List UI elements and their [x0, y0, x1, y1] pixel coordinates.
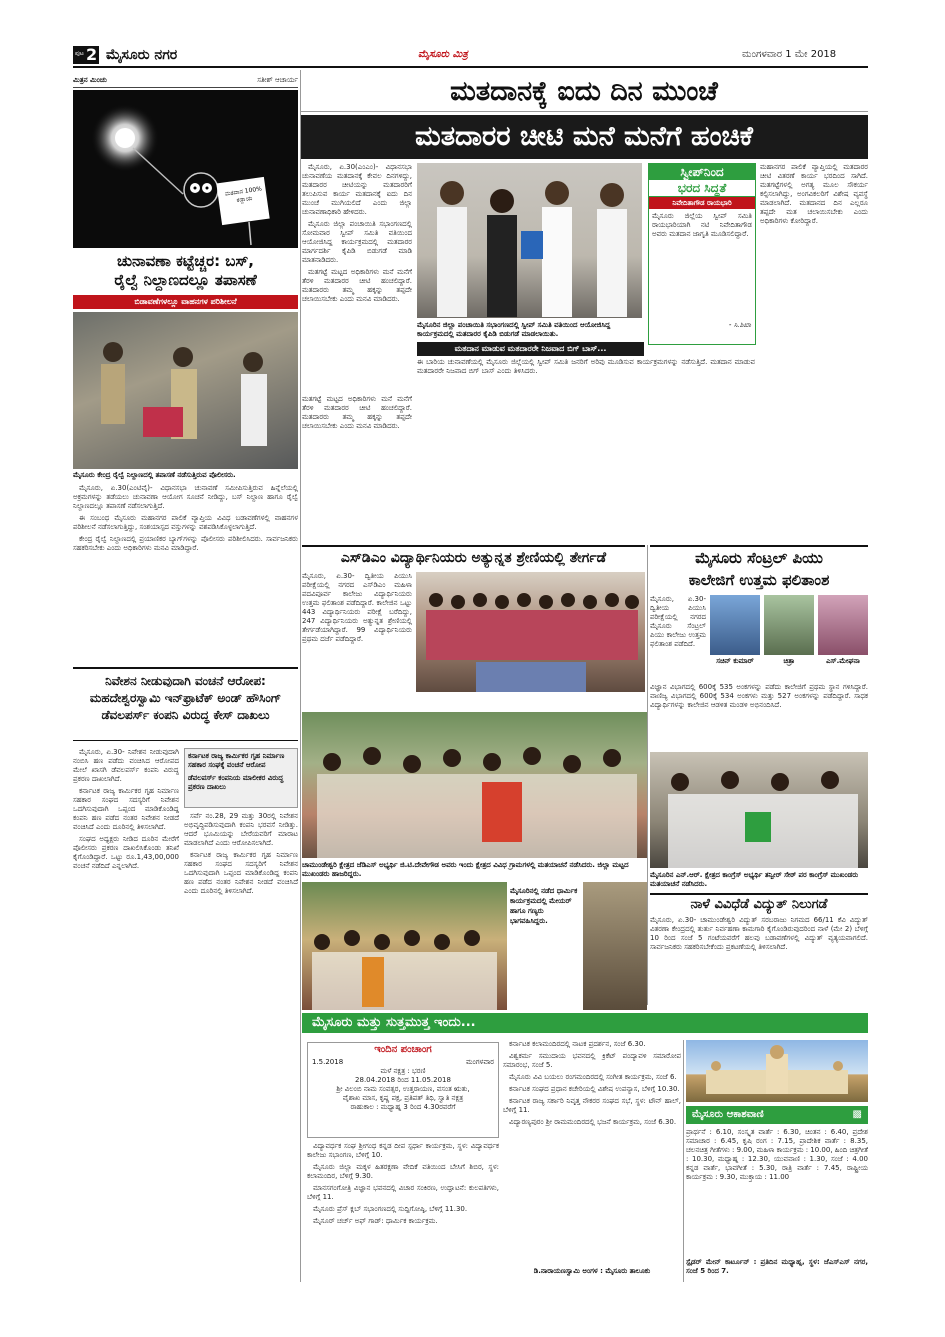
sdm-group-photo — [416, 572, 645, 692]
case-headline — [73, 667, 298, 741]
student-photo — [764, 595, 814, 655]
sweep-box-title-1: ಸ್ವೀಪ್‌ನಿಂದ — [649, 164, 755, 180]
radio-schedule: ಪ್ರಾರ್ಥನೆ : 6.10, ಸಂಸ್ಕೃತ ವಾರ್ತೆ : 6.30, ಚಿಂತನ : 6.40, ಪ್ರದೇಶ ಸಮಾಚಾರ : 6.45, ಕೃಷಿ ರಂಗ : 7.15, ಪ್ರಾದೇಶಿಕ ವಾರ್ತೆ : 8.35, ಚಲನಚಿತ್ರ ಗೀತೆಗಳು : 9.00, ಮಹಿಳಾ ಕಾರ್ಯಕ್ರಮ : 10.00, ಹಿಂದಿ ಚಿತ್ರಗೀತೆ : 10.30, ಮಧ್ಯಾಹ್ನ : 12.30, ಯುವವಾಣಿ : 1.30, ಸಂಜೆ : 4.00 ಕನ್ನಡ ವಾರ್ತೆ, ಭಾವಗೀತೆ : 5.30, ರಾತ್ರಿ ವಾರ್ತೆ : 7.45, ರಾಷ್ಟ್ರೀಯ ಕಾರ್ಯಕ್ರಮ : 9.30, ಮುಕ್ತಾಯ : 11.00 — [686, 1128, 868, 1181]
case-para: ಮೈಸೂರು, ಏ.30- ನಿವೇಶನ ನೀಡುವುದಾಗಿ ನಂಬಿಸಿ ಹಣ ಪಡೆದು ವಂಚಿಸಿದ ಆರೋಪದ ಮೇಲೆ ಖಾಸಗಿ ಡೆವಲಪರ್ಸ್ ಕಂಪನಿ ವಿರುದ್ಧ ಪ್ರಕರಣ ದಾಖಲಾಗಿದೆ. — [73, 748, 179, 783]
cartoon-placard-text: ಮತದಾನ 100% ಕಡ್ಡಾಯ — [224, 185, 263, 205]
rally-photo-figures — [302, 712, 647, 858]
checkpost-photo-caption: ಮೈಸೂರು ಕೇಂದ್ರ ರೈಲ್ವೆ ನಿಲ್ದಾಣದಲ್ಲಿ ತಪಾಸಣೆ ನಡೆಸುತ್ತಿರುವ ಪೊಲೀಸರು. — [73, 471, 236, 479]
panchanga-line: 28.04.2018 ರಿಂದ 11.05.2018 — [355, 1076, 451, 1084]
temple-photo — [302, 882, 507, 1010]
case-headline-line1: ನಿವೇಶನ ನೀಡುವುದಾಗಿ ವಂಚನೆ ಆರೋಪ: — [105, 674, 266, 688]
sdm-photo-figures — [416, 572, 645, 692]
checkpost-headline — [73, 252, 298, 290]
student-name: ಚಿತ್ರಾ — [783, 657, 795, 665]
checkpost-para: ಈ ಸಂಬಂಧ ಮೈಸೂರು ಮಹಾನಗರ ಪಾಲಿಕೆ ವ್ಯಾಪ್ತಿಯ ವಿವಿಧ ಬಡಾವಣೆಗಳಲ್ಲಿ ವಾಹನಗಳ ಪರಿಶೀಲನೆ ನಡೆಸಲಾಗುತ್ತಿದ್ದು, ಸಂಶಯಾಸ್ಪದ ವಸ್ತುಗಳನ್ನು ವಶಪಡಿಸಿಕೊಳ್ಳಲಾಗುತ್ತಿದೆ. — [73, 514, 298, 531]
cartoon-artist: ಸತೀಶ್ ಆಚಾರ್ಯ — [257, 76, 298, 84]
event-item: ಕರ್ನಾಟಕ ಕಲಾಮಂದಿರದಲ್ಲಿ ನಾಟಕ ಪ್ರದರ್ಶನ, ಸಂಜೆ 6.30. — [509, 1040, 646, 1048]
panchanga-date-row — [308, 1057, 498, 1067]
panchanga-title: ಇಂದಿನ ಪಂಚಾಂಗ — [374, 1044, 432, 1055]
page-number-box — [73, 46, 99, 64]
lead-para: ಮತಗಟ್ಟೆ ಮಟ್ಟದ ಅಧಿಕಾರಿಗಳು ಮನೆ ಮನೆಗೆ ತೆರಳಿ ಮತದಾರರ ಚೀಟಿ ಹಂಚಲಿದ್ದಾರೆ. ಮತದಾರರು ತಮ್ಮ ಹಕ್ಕನ್ನು ತಪ್ಪದೇ ಚಲಾಯಿಸಬೇಕು ಎಂದು ಮನವಿ ಮಾಡಿದರು. — [302, 268, 412, 303]
congress-photo — [650, 752, 868, 868]
central-intro: ಮೈಸೂರು, ಏ.30- ದ್ವಿತೀಯ ಪಿಯುಸಿ ಪರೀಕ್ಷೆಯಲ್ಲಿ ನಗರದ ಮೈಸೂರು ಸೆಂಟ್ರಲ್ ಪಿಯು ಕಾಲೇಜು ಉತ್ತಮ ಫಲಿತಾಂಶ ಪಡೆದಿದೆ. — [650, 595, 706, 648]
central-headline-line1: ಮೈಸೂರು ಸೆಂಟ್ರಲ್ ಪಿಯು — [695, 549, 823, 567]
checkpost-headline-line2: ರೈಲ್ವೆ ನಿಲ್ದಾಣದಲ್ಲೂ ತಪಾಸಣೆ — [114, 271, 257, 289]
column-rule — [647, 545, 648, 1005]
sdm-headline: ಎಸ್‌ಡಿಎಂ ವಿದ್ಯಾರ್ಥಿನಿಯರು ಅತ್ಯುನ್ನತ ಶ್ರೇಣಿಯಲ್ಲಿ ತೇರ್ಗಡೆ — [302, 545, 645, 567]
palace-drawing — [686, 1040, 868, 1102]
checkpost-para: ಕೇಂದ್ರ ರೈಲ್ವೆ ನಿಲ್ದಾಣದಲ್ಲಿ ಪ್ರಯಾಣಿಕರ ಬ್ಯಾಗ್‌ಗಳನ್ನು ಪೊಲೀಸರು ಪರಿಶೀಲಿಸಿದರು. ಸಾರ್ವಜನಿಕರು ಸಹಕರಿಸಬೇಕು ಎಂದು ಅಧಿಕಾರಿಗಳು ಮನವಿ ಮಾಡಿದ್ದಾರೆ. — [73, 535, 298, 552]
event-item: ಮೈಸೂರ್ ಚರ್ಚ್ ಅಫ್ ಗಾಡ್: ಧಾರ್ಮಿಕ ಕಾರ್ಯಕ್ರಮ. — [313, 1217, 438, 1225]
congress-photo-figures — [650, 752, 868, 868]
checkpost-headline-line1: ಚುನಾವಣಾ ಕಟ್ಟೆಚ್ಚರ: ಬಸ್, — [117, 252, 254, 270]
case-bullets — [184, 748, 298, 808]
power-body: ಮೈಸೂರು, ಏ.30- ಚಾಮುಂಡೇಶ್ವರಿ ವಿದ್ಯುತ್ ಸರಬರಾಜು ನಿಗಮದ 66/11 ಕೆವಿ ವಿದ್ಯುತ್ ವಿತರಣಾ ಕೇಂದ್ರದಲ್ಲಿ ತುರ್ತು ನಿರ್ವಹಣಾ ಕಾಮಗಾರಿ ಕೈಗೊಂಡಿರುವುದರಿಂದ ನಾಳೆ (ಮೇ 2) ಬೆಳಿಗ್ಗೆ 10 ರಿಂದ ಸಂಜೆ 5 ಗಂಟೆಯವರೆಗೆ ಹಲವು ಬಡಾವಣೆಗಳಲ್ಲಿ ವಿದ್ಯುತ್ ವ್ಯತ್ಯಯವಾಗಲಿದೆ. ಸಾರ್ವಜನಿಕರು ಸಹಕರಿಸಬೇಕೆಂದು ಪ್ರಕಟಣೆಯಲ್ಲಿ ತಿಳಿಸಲಾಗಿದೆ. — [650, 916, 868, 951]
page-label: ಪುಟ — [75, 50, 84, 57]
event-item: ವಿದ್ಯಾರಣ್ಯಪುರಂ ಶ್ರೀ ರಾಮಮಂದಿರದಲ್ಲಿ ಭಜನೆ ಕಾರ್ಯಕ್ರಮ, ಸಂಜೆ 6.30. — [509, 1118, 677, 1126]
column-rule — [683, 1040, 684, 1282]
radio-footer: ಸ್ಪೈಡರ್ ಮೇನ್ ಕಾರ್ಟೂನ್ : ಪ್ರತಿದಿನ ಮಧ್ಯಾಹ್ನ, ಸ್ಥಳ: ಜೆಎಸ್‌ಎಸ್ ನಗರ, ಸಂಜೆ 5 ರಿಂದ 7. — [686, 1258, 868, 1275]
event-item: ಮೈಸೂರು ಪ್ರೆಸ್ ಕ್ಲಬ್ ಸಭಾಂಗಣದಲ್ಲಿ ಸುದ್ದಿಗೋಷ್ಠಿ, ಬೆಳಿಗ್ಗೆ 11.30. — [313, 1205, 468, 1213]
checkpost-para: ಮೈಸೂರು, ಏ.30(ಎಂಟಿವೈ)- ವಿಧಾನಸಭಾ ಚುನಾವಣೆ ಸಮೀಪಿಸುತ್ತಿರುವ ಹಿನ್ನೆಲೆಯಲ್ಲಿ ಅಕ್ರಮಗಳನ್ನು ತಡೆಯಲು ಚುನಾವಣಾ ಆಯೋಗ ಸೂಚನೆ ನೀಡಿದ್ದು, ಬಸ್ ನಿಲ್ದಾಣ ಹಾಗೂ ರೈಲ್ವೆ ನಿಲ್ದಾಣದಲ್ಲೂ ತಪಾಸಣೆ ನಡೆಸಲಾಗುತ್ತಿದೆ. — [73, 484, 298, 510]
lead-photo-caption: ಮೈಸೂರಿನ ಜಿಲ್ಲಾ ಪಂಚಾಯಿತಿ ಸಭಾಂಗಣದಲ್ಲಿ ಸ್ವೀಪ್ ಸಮಿತಿ ವತಿಯಿಂದ ಆಯೋಜಿಸಿದ್ದ ಕಾರ್ಯಕ್ರಮದಲ್ಲಿ ಮತದಾರರ ಕೈಪಿಡಿ ಬಿಡುಗಡೆ ಮಾಡಲಾಯಿತು. — [417, 321, 611, 338]
student-name: ಸಚಿನ್ ಕುಮಾರ್ — [716, 657, 754, 665]
bigboss-headline: ಮತದಾನ ಮಾಡುವ ಮತದಾರರೇ ನಿಜವಾದ ಬಿಗ್ ಬಾಸ್... — [417, 342, 644, 356]
lead-headline-2: ಮತದಾರರ ಚೀಟಿ ಮನೆ ಮನೆಗೆ ಹಂಚಿಕೆ — [300, 115, 868, 159]
paper-logo: ಮೈಸೂರು ಮಿತ್ರ — [418, 49, 468, 60]
central-body: ವಿಜ್ಞಾನ ವಿಭಾಗದಲ್ಲಿ 600ಕ್ಕೆ 535 ಅಂಕಗಳನ್ನು ಪಡೆದು ಕಾಲೇಜಿಗೆ ಪ್ರಥಮ ಸ್ಥಾನ ಗಳಿಸಿದ್ದಾರೆ. ವಾಣಿಜ್ಯ ವಿಭಾಗದಲ್ಲಿ 600ಕ್ಕೆ 534 ಅಂಕಗಳು ಮತ್ತು 527 ಅಂಕಗಳನ್ನು ಪಡೆದಿದ್ದಾರೆ. ಸಾಧಕ ವಿದ್ಯಾರ್ಥಿಗಳನ್ನು ಕಾಲೇಜಿನ ಆಡಳಿತ ಮಂಡಳಿ ಅಭಿನಂದಿಸಿದೆ. — [650, 683, 868, 709]
cartoon-header — [73, 76, 298, 88]
lead-body-continued: ಮತಗಟ್ಟೆ ಮಟ್ಟದ ಅಧಿಕಾರಿಗಳು ಮನೆ ಮನೆಗೆ ತೆರಳಿ ಮತದಾರರ ಚೀಟಿ ಹಂಚಲಿದ್ದಾರೆ. ಮತದಾರರು ತಮ್ಮ ಹಕ್ಕನ್ನು ತಪ್ಪದೇ ಚಲಾಯಿಸಬೇಕು ಎಂದು ಮನವಿ ಮಾಡಿದರು. — [302, 395, 412, 430]
student-photo — [818, 595, 868, 655]
case-bullet: ಡೆವಲಪರ್ಸ್ ಕಂಪನಿಯ ಮಾಲೀಕರ ವಿರುದ್ಧ ಪ್ರಕರಣ ದಾಖಲು — [188, 774, 284, 791]
masthead-rule — [73, 66, 868, 68]
panchanga-day: ಮಂಗಳವಾರ — [465, 1058, 494, 1066]
checkpost-photo — [73, 312, 298, 469]
case-para: ಸರ್ವೆ ನಂ.28, 29 ಮತ್ತು 30ರಲ್ಲಿ ನಿವೇಶನ ಅಭಿವೃದ್ಧಿಪಡಿಸುವುದಾಗಿ ಕಂಪನಿ ಭರವಸೆ ನೀಡಿತ್ತು. ಆದರೆ ಭೂಮಿಯನ್ನು ಬೇರೆಯವರಿಗೆ ಮಾರಾಟ ಮಾಡಲಾಗಿದೆ ಎಂದು ಆರೋಪಿಸಲಾಗಿದೆ. — [184, 812, 298, 847]
case-para: ಕರ್ನಾಟಕ ರಾಜ್ಯ ಕಾರ್ಮಿಕರ ಗೃಹ ನಿರ್ಮಾಣ ಸಹಕಾರ ಸಂಘದ ಸದಸ್ಯರಿಗೆ ನಿವೇಶನ ಒದಗಿಸುವುದಾಗಿ ಒಪ್ಪಂದ ಮಾಡಿಕೊಂಡಿದ್ದ ಕಂಪನಿ ಹಣ ಪಡೆದ ನಂತರ ನಿವೇಶನ ನೀಡದೆ ವಂಚಿಸಿದೆ ಎಂದು ದೂರಿನಲ್ಲಿ ತಿಳಿಸಲಾಗಿದೆ. — [184, 851, 298, 895]
panchanga-line: ವೈಶಾಖ ಮಾಸ, ಕೃಷ್ಣ ಪಕ್ಷ, ಪ್ರತಿಪತ್ ತಿಥಿ, ಸ್ವಾತಿ ನಕ್ಷತ್ರ — [342, 1094, 464, 1102]
sweep-box-subhead: ನಿವೇದಿತಾಗೌಡ ರಾಯಭಾರಿ — [649, 197, 755, 209]
lead-headline-1: ಮತದಾನಕ್ಕೆ ಐದು ದಿನ ಮುಂಚೆ — [300, 72, 868, 112]
sweep-box — [648, 163, 756, 345]
temple-caption: ಮೈಸೂರಿನಲ್ಲಿ ನಡೆದ ಧಾರ್ಮಿಕ ಕಾರ್ಯಕ್ರಮದಲ್ಲಿ ಮೇಯರ್ ಹಾಗೂ ಗಣ್ಯರು ಭಾಗವಹಿಸಿದ್ದರು. — [510, 887, 578, 925]
cartoon-drawing — [73, 90, 298, 248]
cartoon-title: ಮಿತ್ರನ ಮಿಂಚು — [73, 76, 107, 84]
page-number: 2 — [86, 45, 98, 64]
rally-photo — [302, 712, 647, 858]
section-name: ಮೈಸೂರು ನಗರ — [106, 47, 178, 63]
panchanga-box — [307, 1042, 499, 1138]
lead-para: ಮೈಸೂರು ಜಿಲ್ಲಾ ಪಂಚಾಯಿತಿ ಸಭಾಂಗಣದಲ್ಲಿ ಸೋಮವಾರ ಸ್ವೀಪ್ ಸಮಿತಿ ವತಿಯಿಂದ ಆಯೋಜಿಸಿದ್ದ ಕಾರ್ಯಕ್ರಮದಲ್ಲಿ ಮತದಾರರ ಮಾರ್ಗದರ್ಶಿ ಕೈಪಿಡಿ ಬಿಡುಗಡೆ ಮಾಡಿ ಮಾತನಾಡಿದರು. — [302, 220, 412, 264]
event-item: ವಿಶ್ವಕರ್ಮ ಸಮುದಾಯ ಭವನದಲ್ಲಿ ಕ್ರಿಕೆಟ್ ಪಂದ್ಯಾವಳಿ ಸಮಾರೋಪ ಸಮಾರಂಭ, ಸಂಜೆ 5. — [503, 1052, 681, 1069]
cartoon-panel — [73, 90, 298, 248]
panchanga-line: ಶ್ರೀ ವಿಲಂಬಿ ನಾಮ ಸಂವತ್ಸರ, ಉತ್ತರಾಯಣ, ವಸಂತ ಋತು, — [336, 1085, 470, 1093]
power-headline: ನಾಳೆ ವಿವಿಧೆಡೆ ವಿದ್ಯುತ್ ನಿಲುಗಡೆ — [650, 893, 868, 913]
radio-title: ಮೈಸೂರು ಆಕಾಶವಾಣಿ — [692, 1109, 764, 1120]
case-body-col2 — [184, 812, 298, 1278]
events-right — [503, 1040, 681, 1265]
panchanga-line: ರಾಹುಕಾಲ : ಮಧ್ಯಾಹ್ನ 3 ರಿಂದ 4.30ರವರೆಗೆ — [350, 1103, 456, 1111]
column-rule — [300, 70, 301, 1282]
panchanga-lines — [308, 1067, 498, 1112]
temple-photo-figures — [302, 882, 507, 1010]
event-item: ಕರ್ನಾಟಕ ರಾಜ್ಯ ಸರ್ಕಾರಿ ನಿವೃತ್ತ ನೌಕರರ ಸಂಘದ ಸಭೆ, ಸ್ಥಳ: ಟೌನ್ ಹಾಲ್, ಬೆಳಿಗ್ಗೆ 11. — [503, 1097, 681, 1114]
lead-para: ಮೈಸೂರು, ಏ.30(ಎಂಎಂ)- ವಿಧಾನಸಭಾ ಚುನಾವಣೆಯ ಮತದಾನಕ್ಕೆ ಕೇವಲ ದಿನಗಳಿದ್ದು, ಮತದಾರರ ಚೀಟಿಯನ್ನು ಮತದಾರರಿಗೆ ತಲುಪಿಸುವ ಕಾರ್ಯ ಮತದಾನಕ್ಕೆ ಐದು ದಿನ ಮುಂಚೆ ಮುಗಿಯಲಿದೆ ಎಂದು ಜಿಲ್ಲಾ ಚುನಾವಣಾಧಿಕಾರಿ ಹೇಳಿದರು. — [302, 163, 412, 216]
checkpost-photo-figures — [73, 312, 298, 469]
event-item: ವಿದ್ಯಾವರ್ಧಕ ಸಂಘ ಶ್ರೀಗಂಧ ಕನ್ನಡ ದೀಪ ಸ್ಪರ್ಧಾ ಕಾರ್ಯಕ್ರಮ, ಸ್ಥಳ: ವಿದ್ಯಾವರ್ಧಕ ಕಾಲೇಜು ಸಭಾಂಗಣ, ಬೆಳಿಗ್ಗೆ 10. — [307, 1142, 499, 1159]
events-left — [307, 1142, 499, 1278]
student-photo — [710, 595, 760, 655]
checkpost-strap: ಬಿಡಾವಣೆಗಳಲ್ಲೂ ವಾಹನಗಳ ಪರಿಶೀಲನೆ — [73, 295, 298, 309]
event-item: ಮಾನಸಗಂಗೋತ್ರಿ ವಿಜ್ಞಾನ ಭವನದಲ್ಲಿ ವಿಚಾರ ಸಂಕಿರಣ, ಉದ್ಘಾಟನೆ: ಕುಲಪತಿಗಳು, ಬೆಳಿಗ್ಗೆ 11. — [307, 1184, 499, 1201]
case-para: ಕರ್ನಾಟಕ ರಾಜ್ಯ ಕಾರ್ಮಿಕರ ಗೃಹ ನಿರ್ಮಾಣ ಸಹಕಾರ ಸಂಘದ ಸದಸ್ಯರಿಗೆ ನಿವೇಶನ ಒದಗಿಸುವುದಾಗಿ ಒಪ್ಪಂದ ಮಾಡಿಕೊಂಡಿದ್ದ ಕಂಪನಿ ಹಣ ಪಡೆದ ನಂತರ ನಿವೇಶನ ನೀಡದೆ ವಂಚಿಸಿದೆ ಎಂದು ದೂರಿನಲ್ಲಿ ತಿಳಿಸಲಾಗಿದೆ. — [73, 787, 179, 831]
congress-caption: ಮೈಸೂರಿನ ಎನ್.ಆರ್. ಕ್ಷೇತ್ರದ ಕಾಂಗ್ರೆಸ್ ಅಭ್ಯರ್ಥಿ ತನ್ವೀರ್ ಸೇಠ್ ಪರ ಕಾಂಗ್ರೆಸ್ ಮುಖಂಡರು ಮತಯಾಚನೆ ನಡೆಸಿದರು. — [650, 871, 859, 888]
radio-title-bar — [686, 1106, 868, 1124]
event-item: ಮೈಸೂರು ಜಿಲ್ಲಾ ಮಕ್ಕಳ ಹಿತರಕ್ಷಣಾ ವೇದಿಕೆ ವತಿಯಿಂದ ಬೇಸಿಗೆ ಶಿಬಿರ, ಸ್ಥಳ: ಕಲಾಮಂದಿರ, ಬೆಳಿಗ್ಗೆ 9.30. — [307, 1163, 499, 1180]
sdm-body: ಮೈಸೂರು, ಏ.30- ದ್ವಿತೀಯ ಪಿಯುಸಿ ಪರೀಕ್ಷೆಯಲ್ಲಿ ನಗರದ ಎಸ್‌ಡಿಎಂ ಮಹಿಳಾ ಪದವಿಪೂರ್ವ ಕಾಲೇಜು ವಿದ್ಯಾರ್ಥಿನಿಯರು ಉತ್ತಮ ಫಲಿತಾಂಶ ಪಡೆದಿದ್ದಾರೆ. ಕಾಲೇಜಿನ ಒಟ್ಟು 443 ವಿದ್ಯಾರ್ಥಿನಿಯರು ಪರೀಕ್ಷೆ ಬರೆದಿದ್ದು, 247 ವಿದ್ಯಾರ್ಥಿನಿಯರು ಅತ್ಯುನ್ನತ ಶ್ರೇಣಿಯಲ್ಲಿ ತೇರ್ಗಡೆಯಾಗಿದ್ದಾರೆ. 99 ವಿದ್ಯಾರ್ಥಿನಿಯರು ಪ್ರಥಮ ದರ್ಜೆ ಪಡೆದಿದ್ದಾರೆ. — [302, 572, 412, 643]
central-headline-line2: ಕಾಲೇಜಿಗೆ ಉತ್ತಮ ಫಲಿತಾಂಶ — [688, 571, 830, 589]
panchanga-date: 1.5.2018 — [312, 1058, 344, 1066]
today-banner: ಮೈಸೂರು ಮತ್ತು ಸುತ್ತಮುತ್ತ ಇಂದು... — [302, 1013, 868, 1033]
event-item: ಕರ್ನಾಟಕ ಸಂಘದ ಪ್ರಧಾನ ಕಚೇರಿಯಲ್ಲಿ ವಿಶೇಷ ಉಪನ್ಯಾಸ, ಬೆಳಿಗ್ಗೆ 10.30. — [509, 1085, 680, 1093]
case-headline-line2: ಮಹದೇಶ್ವರಸ್ವಾಮಿ ಇನ್‌ಫ್ರಾಟೆಕ್ ಅಂಡ್ ಹೌಸಿಂಗ್ — [89, 691, 282, 705]
issue-date: ಮಂಗಳವಾರ 1 ಮೇ 2018 — [742, 49, 837, 60]
student-name: ಎಸ್.ಮೇಘನಾ — [826, 657, 860, 665]
central-student-photos — [710, 595, 868, 667]
sweep-box-body: ಮೈಸೂರು ಜಿಲ್ಲೆಯ ಸ್ವೀಪ್ ಸಮಿತಿ ರಾಯಭಾರಿಯಾಗಿ ನಟಿ ನಿವೇದಿತಾಗೌಡ ಅವರು ಮತದಾನ ಜಾಗೃತಿ ಮೂಡಿಸಲಿದ್ದಾರೆ. — [652, 212, 752, 238]
lead-photo — [417, 163, 642, 318]
case-body-col1 — [73, 748, 179, 1278]
sweep-box-title-2: ಭರದ ಸಿದ್ಧತೆ — [649, 180, 755, 197]
palace-image — [686, 1040, 868, 1102]
case-bullet: ಕರ್ನಾಟಕ ರಾಜ್ಯ ಕಾರ್ಮಿಕರ ಗೃಹ ನಿರ್ಮಾಣ ಸಹಕಾರ ಸಂಘಕ್ಕೆ ವಂಚನೆ ಆರೋಪ — [188, 752, 285, 769]
central-headline — [650, 545, 868, 591]
rally-caption: ಚಾಮುಂಡೇಶ್ವರಿ ಕ್ಷೇತ್ರದ ಜೆಡಿಎಸ್ ಅಭ್ಯರ್ಥಿ ಜಿ.ಟಿ.ದೇವೇಗೌಡ ಅವರು ಇಂದು ಕ್ಷೇತ್ರದ ವಿವಿಧ ಗ್ರಾಮಗಳಲ್ಲಿ ಮತಯಾಚನೆ ನಡೆಸಿದರು. ಜಿಲ್ಲಾ ಮಟ್ಟದ ಮುಖಂಡರು ಹಾಜರಿದ್ದರು. — [302, 861, 629, 878]
case-para: ಸಂಘದ ಅಧ್ಯಕ್ಷರು ನೀಡಿದ ದೂರಿನ ಮೇರೆಗೆ ಪೊಲೀಸರು ಪ್ರಕರಣ ದಾಖಲಿಸಿಕೊಂಡು ತನಿಖೆ ಕೈಗೊಂಡಿದ್ದಾರೆ. ಒಟ್ಟು ರೂ.1,43,00,000 ವಂಚನೆ ನಡೆದಿದೆ ಎನ್ನಲಾಗಿದೆ. — [73, 835, 179, 870]
lead-right-column: ಮಹಾನಗರ ಪಾಲಿಕೆ ವ್ಯಾಪ್ತಿಯಲ್ಲಿ ಮತದಾರರ ಚೀಟಿ ವಿತರಣೆ ಕಾರ್ಯ ಭರದಿಂದ ಸಾಗಿದೆ. ಮತಗಟ್ಟೆಗಳಲ್ಲಿ ಅಗತ್ಯ ಮೂಲ ಸೌಕರ್ಯ ಕಲ್ಪಿಸಲಾಗಿದ್ದು, ಅಂಗವಿಕಲರಿಗೆ ವಿಶೇಷ ವ್ಯವಸ್ಥೆ ಮಾಡಲಾಗಿದೆ. ಮತದಾನದ ದಿನ ಎಲ್ಲರೂ ತಪ್ಪದೇ ಮತ ಚಲಾಯಿಸಬೇಕು ಎಂದು ಅಧಿಕಾರಿಗಳು ಕೋರಿದ್ದಾರೆ. — [760, 163, 868, 225]
event-item: ಮೈಸೂರು ವಿವಿ ಬಯಲು ರಂಗಮಂದಿರದಲ್ಲಿ ಸಂಗೀತ ಕಾರ್ಯಕ್ರಮ, ಸಂಜೆ 6. — [509, 1073, 677, 1081]
lead-photo-figures — [417, 163, 642, 318]
sweep-box-byline: - ಸಿ.ಶಿಖಾ — [728, 321, 751, 329]
case-headline-line3: ಡೆವಲಪರ್ಸ್ ಕಂಪನಿ ವಿರುದ್ಧ ಕೇಸ್ ದಾಖಲು — [101, 708, 270, 722]
bigboss-body: ಈ ಬಾರಿಯ ಚುನಾವಣೆಯಲ್ಲಿ ಮೈಸೂರು ಜಿಲ್ಲೆಯಲ್ಲಿ ಸ್ವೀಪ್ ಸಮಿತಿ ಜನರಿಗೆ ಅರಿವು ಮೂಡಿಸುವ ಕಾರ್ಯಕ್ರಮಗಳನ್ನು ನಡೆಸುತ್ತಿದೆ. ಮತದಾನ ಮಾಡುವ ಮತದಾರರೇ ನಿಜವಾದ ಬಿಗ್ ಬಾಸ್ ಎಂದು ತಿಳಿಸಿದರು. — [417, 358, 755, 375]
checkpost-body — [73, 484, 298, 662]
events-footer: ಡಿ.ನಾರಾಯಣಸ್ವಾಮಿ ಅಂಗಳ : ಮೈಸೂರು ತಾಲೂಕು — [533, 1267, 651, 1275]
temple-photo-small — [583, 882, 647, 1010]
radio-icon: ▩ — [852, 1109, 862, 1120]
panchanga-line: ಮಳೆ ನಕ್ಷತ್ರ : ಭರಣಿ — [380, 1067, 426, 1075]
lead-body — [302, 163, 412, 393]
